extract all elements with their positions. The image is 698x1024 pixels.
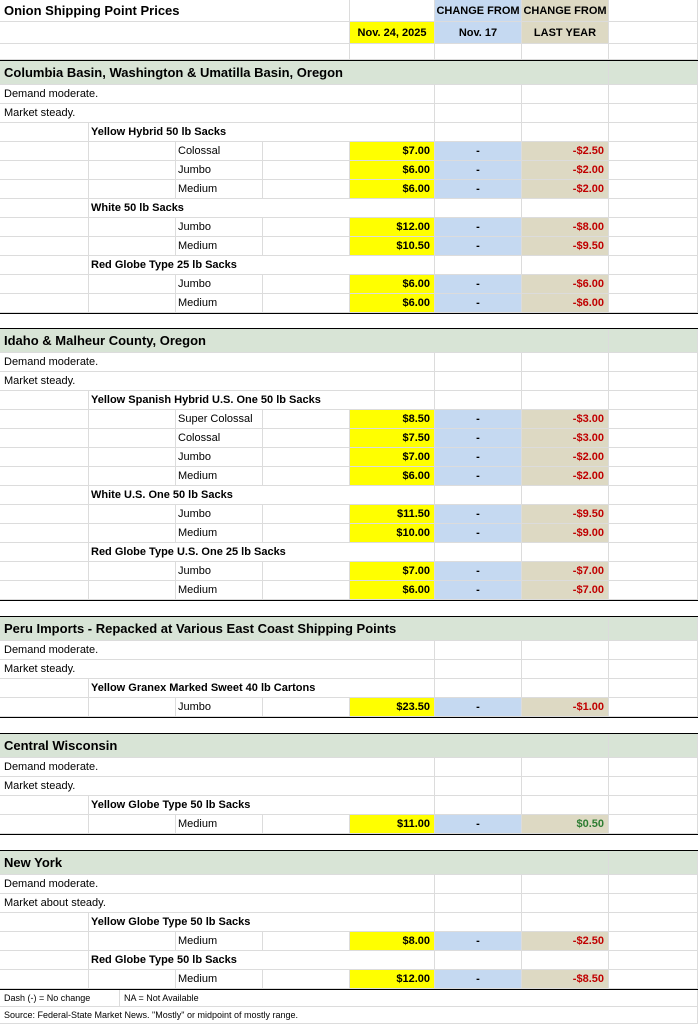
last-year-change: -$2.50 — [522, 142, 609, 161]
price-row — [0, 142, 698, 161]
product-row — [0, 391, 698, 410]
size-label: Jumbo — [176, 275, 263, 294]
last-year-change: -$6.00 — [522, 275, 609, 294]
change-value: - — [435, 505, 522, 524]
size-label: Medium — [176, 180, 263, 199]
last-year-change: -$2.00 — [522, 180, 609, 199]
section-title: Idaho & Malheur County, Oregon — [0, 329, 609, 353]
price-row — [0, 448, 698, 467]
change-value: - — [435, 448, 522, 467]
last-year-change: -$3.00 — [522, 429, 609, 448]
price-row — [0, 429, 698, 448]
price-value: $10.00 — [350, 524, 435, 543]
product-name: Yellow Spanish Hybrid U.S. One 50 lb Sacks — [89, 391, 435, 410]
market-note-row — [0, 758, 698, 777]
size-label: Super Colossal — [176, 410, 263, 429]
price-value: $7.00 — [350, 448, 435, 467]
product-name: White U.S. One 50 lb Sacks — [89, 486, 435, 505]
change-value: - — [435, 581, 522, 600]
price-row — [0, 562, 698, 581]
last-year-change: -$6.00 — [522, 294, 609, 313]
product-row — [0, 951, 698, 970]
change-value: - — [435, 429, 522, 448]
market-note: Market steady. — [0, 104, 435, 123]
section-title: Central Wisconsin — [0, 734, 609, 758]
price-value: $10.50 — [350, 237, 435, 256]
price-value: $8.50 — [350, 410, 435, 429]
section-divider — [0, 834, 698, 835]
last-year-change: -$7.00 — [522, 581, 609, 600]
price-value: $7.00 — [350, 562, 435, 581]
source-note: Source: Federal-State Market News. "Mostly" or midpoint of mostly range. — [0, 1007, 698, 1024]
price-value: $6.00 — [350, 581, 435, 600]
size-label: Medium — [176, 237, 263, 256]
product-name: Yellow Globe Type 50 lb Sacks — [89, 796, 435, 815]
market-note-row — [0, 875, 698, 894]
section-header-row — [0, 733, 698, 758]
market-note-row — [0, 104, 698, 123]
price-row — [0, 161, 698, 180]
change-from-lastyear-header: CHANGE FROM — [522, 0, 609, 22]
change-value: - — [435, 218, 522, 237]
size-label: Jumbo — [176, 161, 263, 180]
product-row — [0, 913, 698, 932]
page-title: Onion Shipping Point Prices — [0, 0, 350, 22]
price-row — [0, 410, 698, 429]
section-divider — [0, 717, 698, 718]
size-label: Jumbo — [176, 218, 263, 237]
change-value: - — [435, 815, 522, 834]
market-note-row — [0, 372, 698, 391]
last-year-change: -$9.00 — [522, 524, 609, 543]
size-label: Medium — [176, 815, 263, 834]
product-name: Red Globe Type U.S. One 25 lb Sacks — [89, 543, 435, 562]
market-note: Market steady. — [0, 660, 435, 679]
date-header: Nov. 24, 2025 — [350, 22, 435, 44]
section-header-row — [0, 616, 698, 641]
section-header-row — [0, 60, 698, 85]
last-year-change: -$1.00 — [522, 698, 609, 717]
change-value: - — [435, 142, 522, 161]
price-value: $6.00 — [350, 275, 435, 294]
price-value: $6.00 — [350, 294, 435, 313]
last-year-change: $0.50 — [522, 815, 609, 834]
size-label: Colossal — [176, 429, 263, 448]
change-value: - — [435, 237, 522, 256]
section-divider — [0, 600, 698, 601]
price-row — [0, 932, 698, 951]
price-row — [0, 218, 698, 237]
price-row — [0, 294, 698, 313]
product-name: White 50 lb Sacks — [89, 199, 435, 218]
last-year-change: -$3.00 — [522, 410, 609, 429]
product-row — [0, 486, 698, 505]
price-value: $6.00 — [350, 161, 435, 180]
section-header-row — [0, 850, 698, 875]
price-value: $11.50 — [350, 505, 435, 524]
price-row — [0, 815, 698, 834]
market-note-row — [0, 353, 698, 372]
price-row — [0, 505, 698, 524]
section-header-row — [0, 328, 698, 353]
size-label: Medium — [176, 970, 263, 989]
size-label: Medium — [176, 581, 263, 600]
last-year-change: -$2.00 — [522, 161, 609, 180]
product-name: Yellow Granex Marked Sweet 40 lb Cartons — [89, 679, 435, 698]
size-label: Medium — [176, 467, 263, 486]
section-title: Peru Imports - Repacked at Various East Coast Shipping Points — [0, 617, 609, 641]
legend-row — [0, 990, 698, 1007]
product-row — [0, 679, 698, 698]
legend-na: NA = Not Available — [120, 990, 698, 1007]
market-note-row — [0, 660, 698, 679]
market-note: Demand moderate. — [0, 875, 435, 894]
change-value: - — [435, 562, 522, 581]
size-label: Colossal — [176, 142, 263, 161]
product-name: Yellow Hybrid 50 lb Sacks — [89, 123, 435, 142]
price-row — [0, 237, 698, 256]
change-value: - — [435, 275, 522, 294]
price-row — [0, 180, 698, 199]
last-year-header: LAST YEAR — [522, 22, 609, 44]
price-value: $8.00 — [350, 932, 435, 951]
change-from-prev-header: CHANGE FROM — [435, 0, 522, 22]
market-note: Demand moderate. — [0, 641, 435, 660]
market-note: Demand moderate. — [0, 758, 435, 777]
price-value: $7.00 — [350, 142, 435, 161]
market-note-row — [0, 641, 698, 660]
product-name: Red Globe Type 25 lb Sacks — [89, 256, 435, 275]
market-note-row — [0, 85, 698, 104]
change-value: - — [435, 467, 522, 486]
price-row — [0, 698, 698, 717]
price-value: $11.00 — [350, 815, 435, 834]
price-row — [0, 581, 698, 600]
price-row — [0, 524, 698, 543]
last-year-change: -$9.50 — [522, 505, 609, 524]
change-value: - — [435, 180, 522, 199]
change-value: - — [435, 294, 522, 313]
price-value: $23.50 — [350, 698, 435, 717]
legend-dash: Dash (-) = No change — [0, 990, 120, 1007]
last-year-change: -$2.50 — [522, 932, 609, 951]
change-value: - — [435, 524, 522, 543]
product-row — [0, 543, 698, 562]
change-value: - — [435, 698, 522, 717]
section-divider — [0, 313, 698, 314]
market-note: Market steady. — [0, 372, 435, 391]
product-row — [0, 796, 698, 815]
last-year-change: -$2.00 — [522, 448, 609, 467]
size-label: Jumbo — [176, 505, 263, 524]
price-row — [0, 275, 698, 294]
market-note: Demand moderate. — [0, 353, 435, 372]
section-title: New York — [0, 851, 609, 875]
size-label: Medium — [176, 294, 263, 313]
size-label: Medium — [176, 524, 263, 543]
product-row — [0, 199, 698, 218]
last-year-change: -$8.50 — [522, 970, 609, 989]
product-row — [0, 256, 698, 275]
change-value: - — [435, 161, 522, 180]
source-row — [0, 1007, 698, 1024]
product-row — [0, 123, 698, 142]
last-year-change: -$7.00 — [522, 562, 609, 581]
market-note: Market about steady. — [0, 894, 435, 913]
title-row — [0, 0, 698, 22]
change-value: - — [435, 970, 522, 989]
size-label: Jumbo — [176, 448, 263, 467]
change-value: - — [435, 932, 522, 951]
market-note: Demand moderate. — [0, 85, 435, 104]
prev-date-header: Nov. 17 — [435, 22, 522, 44]
price-row — [0, 970, 698, 989]
last-year-change: -$2.00 — [522, 467, 609, 486]
product-name: Red Globe Type 50 lb Sacks — [89, 951, 435, 970]
product-name: Yellow Globe Type 50 lb Sacks — [89, 913, 435, 932]
market-note-row — [0, 777, 698, 796]
size-label: Medium — [176, 932, 263, 951]
change-value: - — [435, 410, 522, 429]
price-value: $6.00 — [350, 180, 435, 199]
size-label: Jumbo — [176, 562, 263, 581]
price-value: $12.00 — [350, 218, 435, 237]
price-row — [0, 467, 698, 486]
market-note-row — [0, 894, 698, 913]
price-value: $12.00 — [350, 970, 435, 989]
last-year-change: -$9.50 — [522, 237, 609, 256]
last-year-change: -$8.00 — [522, 218, 609, 237]
market-note: Market steady. — [0, 777, 435, 796]
price-value: $6.00 — [350, 467, 435, 486]
price-value: $7.50 — [350, 429, 435, 448]
header-row — [0, 22, 698, 44]
size-label: Jumbo — [176, 698, 263, 717]
section-title: Columbia Basin, Washington & Umatilla Basin, Oregon — [0, 61, 609, 85]
